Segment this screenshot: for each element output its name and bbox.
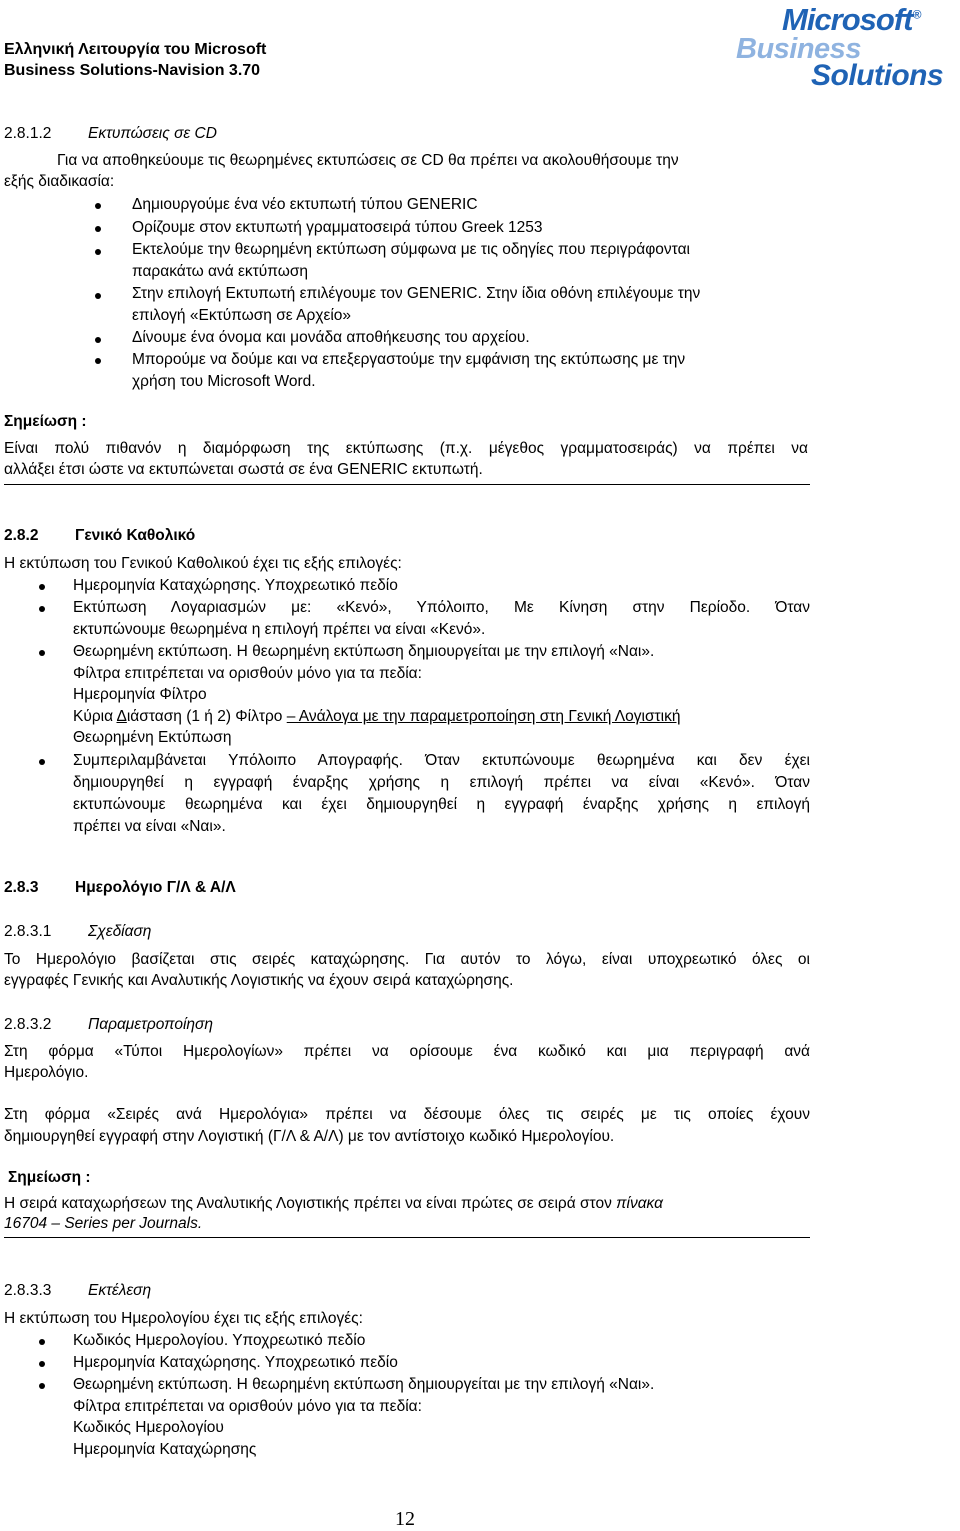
list-item: εκτυπώνουμε θεωρημένα και έχει δημιουργηθεί η εγγραφή έναρξης χρήσης η επιλογή — [73, 796, 810, 813]
list-item: Εκτελούμε την θεωρημένη εκτύπωση σύμφωνα με τις οδηγίες που περιγράφονται — [132, 241, 690, 258]
section-title: Εκτυπώσεις σε CD — [88, 125, 217, 142]
bullet-icon — [39, 584, 45, 590]
section-number: 2.8.1.2 — [4, 125, 52, 142]
note-text: Η σειρά καταχωρήσεων της Αναλυτικής Λογιστικής πρέπει να είναι πρώτες σε σειρά στον πίνακα — [4, 1195, 663, 1212]
paragraph: δημιουργηθεί εγγραφή στην Λογιστική (Γ/Λ & Α/Λ) με τον αντίστοιχο κωδικό Ημερολογίου. — [4, 1128, 615, 1145]
list-item: Ορίζουμε στον εκτυπωτή γραμματοσειρά τύπου Greek 1253 — [132, 219, 543, 236]
paragraph: Ημερολόγιο. — [4, 1064, 89, 1081]
paragraph: Η εκτύπωση του Ημερολογίου έχει τις εξής επιλογές: — [4, 1310, 363, 1327]
bullet-icon — [95, 203, 101, 209]
list-item: Θεωρημένη εκτύπωση. Η θεωρημένη εκτύπωση δημιουργείται με την επιλογή «Ναι». — [73, 1376, 655, 1393]
divider — [4, 1237, 810, 1238]
section-number: 2.8.3 — [4, 879, 39, 896]
subsection-number: 2.8.3.2 — [4, 1016, 52, 1033]
note-text: 16704 – Series per Journals. — [4, 1215, 203, 1232]
paragraph: Για να αποθηκεύουμε τις θεωρημένες εκτυπώσεις σε CD θα πρέπει να ακολουθήσουμε την — [57, 152, 679, 169]
list-item: Θεωρημένη εκτύπωση. Η θεωρημένη εκτύπωση δημιουργείται με την επιλογή «Ναι». — [73, 643, 655, 660]
list-item: Ημερομηνία Φίλτρο — [73, 686, 207, 703]
bullet-icon — [39, 1361, 45, 1367]
page-number: 12 — [395, 1508, 415, 1530]
header-title-line1: Ελληνική Λειτουργία του Microsoft — [4, 41, 267, 58]
bullet-icon — [39, 1339, 45, 1345]
paragraph: Η εκτύπωση του Γενικού Καθολικού έχει τις εξής επιλογές: — [4, 555, 402, 572]
subsection-title: Εκτέλεση — [88, 1282, 152, 1299]
logo-solutions-text: Solutions — [811, 59, 944, 92]
bullet-icon — [39, 606, 45, 612]
list-item: Ημερομηνία Καταχώρησης. Υποχρεωτικό πεδίο — [73, 1354, 398, 1371]
list-item: Κωδικός Ημερολογίου — [73, 1419, 224, 1436]
note-label: Σημείωση : — [4, 413, 87, 430]
list-item: Μπορούμε να δούμε και να επεξεργαστούμε την εμφάνιση της εκτύπωσης με την — [132, 351, 686, 368]
bullet-icon — [39, 650, 45, 656]
list-item: εκτυπώνουμε θεωρημένα η επιλογή πρέπει να είναι «Κενό». — [73, 621, 486, 638]
subsection-title: Σχεδίαση — [88, 923, 152, 940]
bullet-icon — [95, 226, 101, 232]
section-number: 2.8.2 — [4, 527, 39, 544]
list-item: χρήση του Microsoft Word. — [132, 373, 316, 390]
list-item: Φίλτρα επιτρέπεται να ορισθούν μόνο για τα πεδία: — [73, 1398, 422, 1415]
subsection-title: Παραμετροποίηση — [88, 1016, 213, 1033]
header-title-line2: Business Solutions-Navision 3.70 — [4, 62, 261, 79]
list-item: Κωδικός Ημερολογίου. Υποχρεωτικό πεδίο — [73, 1332, 366, 1349]
section-title: Γενικό Καθολικό — [75, 527, 196, 544]
list-item: πρέπει να είναι «Ναι». — [73, 818, 226, 835]
bullet-icon — [95, 358, 101, 364]
paragraph: εξής διαδικασία: — [4, 173, 115, 190]
list-item: Δημιουργούμε ένα νέο εκτυπωτή τύπου GENERIC — [132, 196, 478, 213]
subsection-number: 2.8.3.3 — [4, 1282, 52, 1299]
bullet-icon — [95, 293, 101, 299]
list-item: Φίλτρα επιτρέπεται να ορισθούν μόνο για τα πεδία: — [73, 665, 422, 682]
list-item: Εκτύπωση Λογαριασμών με: «Κενό», Υπόλοιπο, Με Κίνηση στην Περίοδο. Όταν — [73, 599, 810, 616]
list-item: δημιουργηθεί η εγγραφή έναρξης χρήσης η επιλογή πρέπει να είναι «Κενό». Όταν — [73, 774, 810, 791]
paragraph: Στη φόρμα «Σειρές ανά Ημερολόγια» πρέπει να δέσουμε όλες τις σειρές με τις οποίες έχουν — [4, 1106, 810, 1123]
list-item: Δίνουμε ένα όνομα και μονάδα αποθήκευσης του αρχείου. — [132, 329, 530, 346]
bullet-icon — [95, 249, 101, 255]
list-item: Ημερομηνία Καταχώρησης. Υποχρεωτικό πεδίο — [73, 577, 398, 594]
bullet-icon — [95, 337, 101, 343]
paragraph: εγγραφές Γενικής και Αναλυτικής Λογιστικής να έχουν σειρά καταχώρησης. — [4, 972, 514, 989]
divider — [4, 484, 810, 485]
bullet-icon — [39, 1383, 45, 1389]
logo-microsoft-text: Microsoft® — [782, 2, 921, 37]
list-item: Συμπεριλαμβάνεται Υπόλοιπο Απογραφής. Όταν εκτυπώνουμε θεωρημένα και δεν έχει — [73, 752, 810, 769]
section-title: Ημερολόγιο Γ/Λ & Α/Λ — [75, 879, 236, 896]
note-text: αλλάξει έτσι ώστε να εκτυπώνεται σωστά σε ένα GENERIC εκτυπωτή. — [4, 461, 483, 478]
list-item: Θεωρημένη Εκτύπωση — [73, 729, 232, 746]
list-item: Κύρια Διάσταση (1 ή 2) Φίλτρο – Ανάλογα με την παραμετροποίηση στη Γενική Λογιστική — [73, 708, 681, 725]
logo-business-text: Business — [736, 33, 861, 65]
list-item: επιλογή «Εκτύπωση σε Αρχείο» — [132, 307, 352, 324]
paragraph: Το Ημερολόγιο βασίζεται στις σειρές καταχώρησης. Για αυτόν το λόγω, είναι υποχρεωτικό όλες οι — [4, 951, 810, 968]
subsection-number: 2.8.3.1 — [4, 923, 52, 940]
list-item: Ημερομηνία Καταχώρησης — [73, 1441, 257, 1458]
bullet-icon — [39, 759, 45, 765]
list-item: Στην επιλογή Εκτυπωτή επιλέγουμε τον GENERIC. Στην ίδια οθόνη επιλέγουμε την — [132, 285, 701, 302]
note-text: Είναι πολύ πιθανόν η διαμόρφωση της εκτύπωσης (π.χ. μέγεθος γραμματοσειράς) να πρέπει να — [4, 440, 808, 457]
list-item: παρακάτω ανά εκτύπωση — [132, 263, 309, 280]
note-label: Σημείωση : — [8, 1169, 91, 1186]
paragraph: Στη φόρμα «Τύποι Ημερολογίων» πρέπει να ορίσουμε ένα κωδικό και μια περιγραφή ανά — [4, 1043, 810, 1060]
